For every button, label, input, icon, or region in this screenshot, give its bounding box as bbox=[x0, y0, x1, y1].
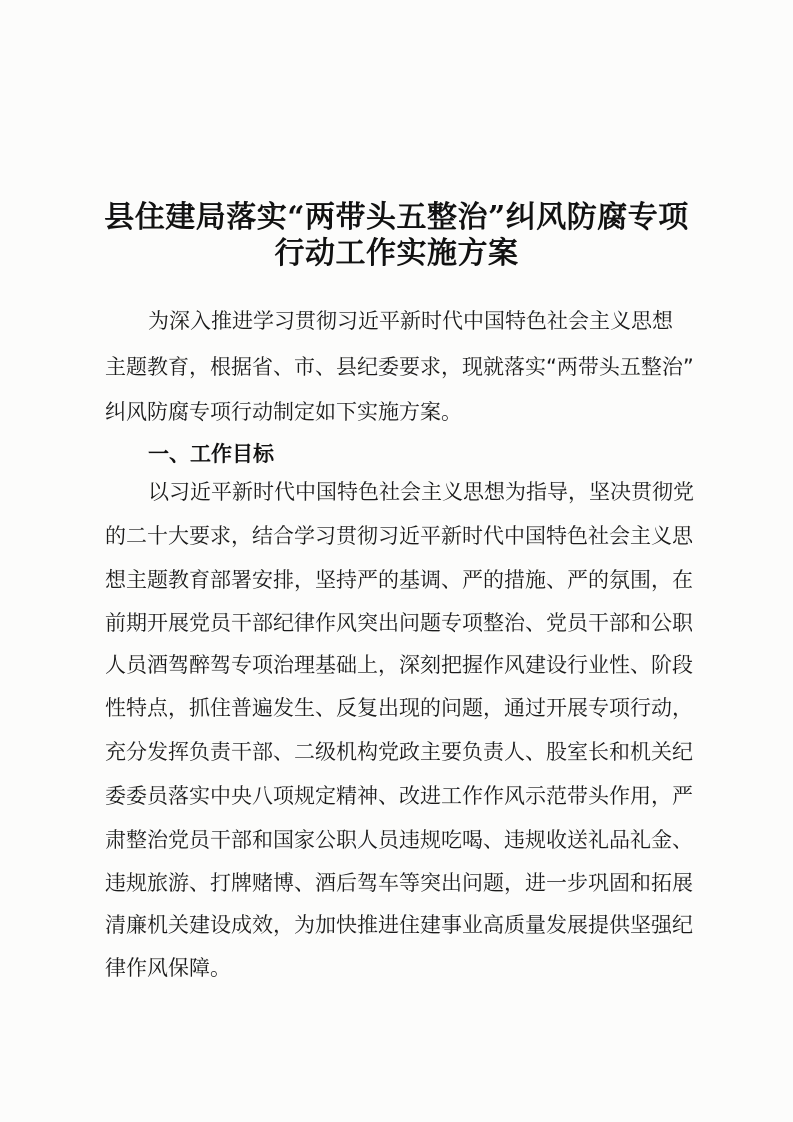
section1-line-9: 肃整治党员干部和国家公职人员违规吃喝、违规收送礼品礼金、 bbox=[105, 828, 693, 852]
section1-line-1: 以习近平新时代中国特色社会主义思想为指导，坚决贯彻党 bbox=[148, 480, 694, 504]
intro-line-1: 为深入推进学习贯彻习近平新时代中国特色社会主义思想 bbox=[148, 309, 673, 333]
section1-line-11: 清廉机关建设成效，为加快推进住建事业高质量发展提供坚强纪 bbox=[105, 913, 693, 937]
section1-line-5: 人员酒驾醉驾专项治理基础上，深刻把握作风建设行业性、阶段 bbox=[105, 653, 693, 677]
section1-line-12: 律作风保障。 bbox=[105, 956, 231, 980]
section1-line-3: 想主题教育部署安排，坚持严的基调、严的措施、严的氛围，在 bbox=[105, 568, 693, 592]
intro-line-2: 主题教育，根据省、市、县纪委要求，现就落实“两带头五整治” bbox=[105, 355, 694, 379]
section1-line-7: 充分发挥负责干部、二级机构党政主要负责人、股室长和机关纪 bbox=[105, 740, 693, 764]
document-title-line-2: 行动工作实施方案 bbox=[274, 236, 519, 271]
section1-line-6: 性特点，抓住普遍发生、反复出现的问题，通过开展专项行动， bbox=[105, 696, 693, 720]
section-heading-work-goals: 一、工作目标 bbox=[148, 442, 274, 466]
section1-line-2: 的二十大要求，结合学习贯彻习近平新时代中国特色社会主义思 bbox=[105, 524, 693, 548]
section1-line-8: 委委员落实中央八项规定精神、改进工作作风示范带头作用，严 bbox=[105, 784, 693, 808]
document-title-line-1: 县住建局落实“两带头五整治”纠风防腐专项 bbox=[104, 200, 689, 235]
intro-line-3: 纠风防腐专项行动制定如下实施方案。 bbox=[105, 400, 462, 424]
section1-line-4: 前期开展党员干部纪律作风突出问题专项整治、党员干部和公职 bbox=[105, 611, 693, 635]
section1-line-10: 违规旅游、打牌赌博、酒后驾车等突出问题，进一步巩固和拓展 bbox=[105, 871, 693, 895]
